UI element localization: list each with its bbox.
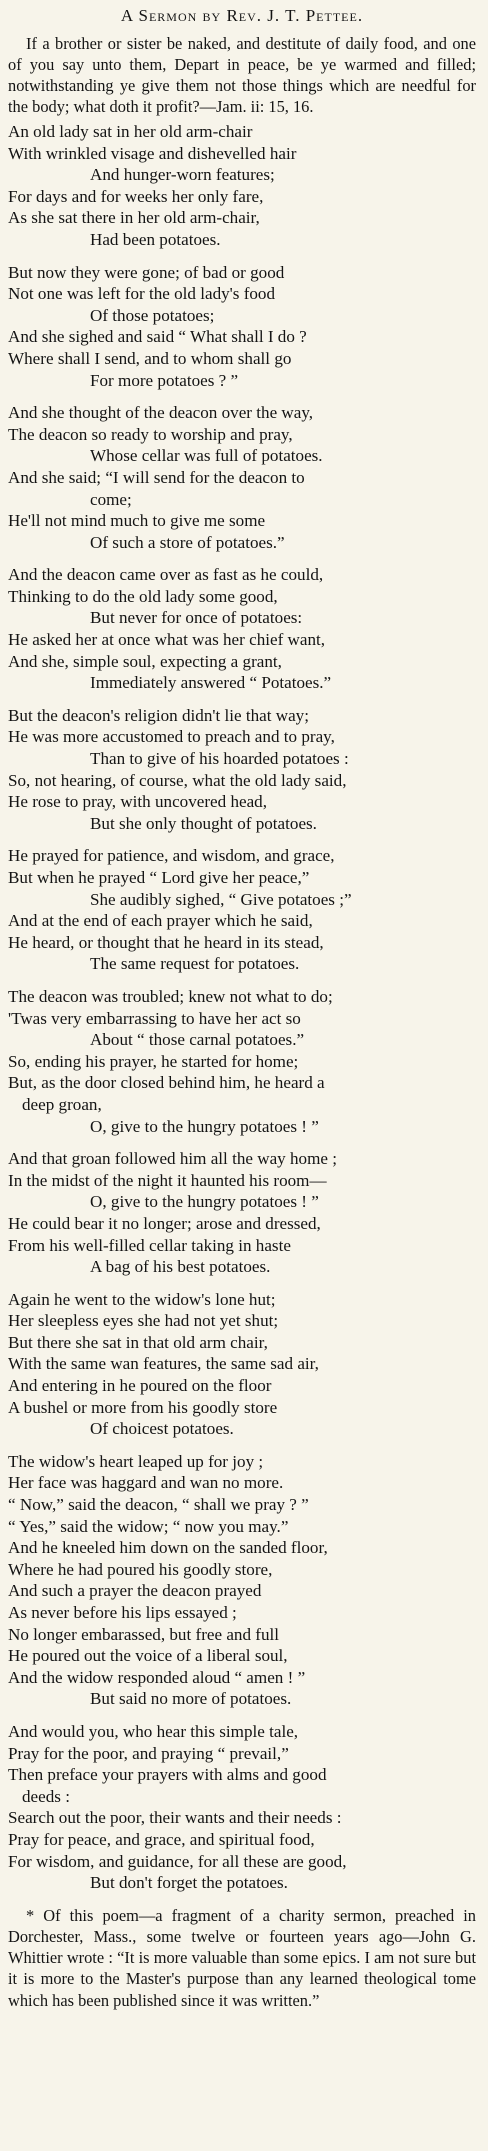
poem-line: deeds : [22,1786,70,1806]
poem-stanza [8,1148,476,1278]
poem-line: For more potatoes ? ” [90,370,239,390]
poem-line: But said no more of potatoes. [90,1689,292,1709]
poem-line: “ Yes,” said the widow; “ now you may.” [8,1516,289,1536]
poem-line: He could bear it no longer; arose and dressed, [8,1213,321,1233]
poem-line: Her sleepless eyes she had not yet shut; [8,1311,279,1331]
poem-line: No longer embarassed, but free and full [8,1624,280,1644]
poem-line: But never for once of potatoes: [90,608,303,628]
poem-line: Pray for peace, and grace, and spiritual food, [8,1829,315,1849]
poem-line: And would you, who hear this simple tale, [8,1721,299,1741]
poem-line: O, give to the hungry potatoes ! ” [90,1192,319,1212]
poem-line: She audibly sighed, “ Give potatoes ;” [90,889,352,909]
poem-line: A bag of his best potatoes. [90,1257,271,1277]
poem-line: Of choicest potatoes. [90,1419,234,1439]
poem-line: And the widow responded aloud “ amen ! ” [8,1667,306,1687]
poem-line: And entering in he poured on the floor [8,1376,272,1396]
poem-line: Whose cellar was full of potatoes. [90,446,323,466]
poem-line: He rose to pray, with uncovered head, [8,792,268,812]
poem-line: As never before his lips essayed ; [8,1603,237,1622]
poem-line: But, as the door closed behind him, he heard a [8,1073,325,1093]
poem-stanza [8,402,476,553]
poem-line: And he kneeled him down on the sanded floor, [8,1538,328,1558]
poem-line: He'll not mind much to give me some [8,511,266,531]
poem-line: And hunger-worn features; [90,165,275,185]
poem-line: For days and for weeks her only fare, [8,186,264,206]
poem-line: A bushel or more from his goodly store [8,1397,278,1417]
poem-line: As she sat there in her old arm-chair, [8,208,260,228]
poem-stanza [8,262,476,392]
poem-line: Of such a store of potatoes.” [90,532,285,552]
poem-line: Of those potatoes; [90,305,215,325]
poem-line: Her face was haggard and wan no more. [8,1473,284,1493]
poem-line: O, give to the hungry potatoes ! ” [90,1116,319,1136]
poem-line: With the same wan features, the same sad air, [8,1354,319,1374]
poem-stanza [8,1289,476,1440]
poem-line: The deacon was troubled; knew not what to do; [8,986,333,1006]
poem-line: With wrinkled visage and dishevelled hair [8,143,297,163]
poem-line: Than to give of his hoarded potatoes : [90,749,349,769]
poem-line: The widow's heart leaped up for joy ; [8,1451,264,1471]
poem-stanza [8,121,476,251]
poem-line: He prayed for patience, and wisdom, and grace, [8,846,335,866]
poem-line: In the midst of the night it haunted his room— [8,1170,327,1190]
poem-line: And the deacon came over as fast as he could, [8,565,324,585]
poem-line: An old lady sat in her old arm-chair [8,122,253,141]
poem-line: Where he had poured his goodly store, [8,1559,273,1579]
poem-line: And such a prayer the deacon prayed [8,1581,262,1601]
poem-stanza [8,845,476,975]
poem-line: But don't forget the potatoes. [90,1873,288,1893]
poem-line: He poured out the voice of a liberal soul, [8,1646,288,1666]
poem-stanza [8,705,476,835]
poem-stanza [8,986,476,1137]
poem-line: Thinking to do the old lady some good, [8,586,278,606]
poem-line: deep groan, [22,1094,102,1114]
poem-line: But she only thought of potatoes. [90,813,317,833]
poem-line: He asked her at once what was her chief want, [8,630,326,650]
scripture-epigraph: If a brother or sister be naked, and destitute of daily food, and one of you say unto them, Depart in peace, be ye warmed and filled; notwithstanding ye give them not those things which are needful for the body; what doth it profit?—Jam. ii: 15, 16. [8,34,476,116]
poem-line: Had been potatoes. [90,229,221,249]
poem-stanza [8,1721,476,1894]
poem-line: So, not hearing, of course, what the old lady said, [8,770,347,790]
poem-line: Where shall I send, and to whom shall go [8,348,292,368]
poem-line: And that groan followed him all the way home ; [8,1149,337,1169]
poem-line: And she said; “I will send for the deacon to [8,467,305,487]
footnote: * Of this poem—a fragment of a charity sermon, preached in Dorchester, Mass., some twelve or fourteen years ago—John G. Whittier wrote : “It is more valuable than some epics. I am not sure but it is more to the Master's purpose than any learned theological tome which has been published since it was written.” [8,1905,476,2010]
poem-stanza [8,564,476,694]
poem-line: From his well-filled cellar taking in haste [8,1235,291,1255]
poem-line: Again he went to the widow's lone hut; [8,1289,276,1309]
poem-line: So, ending his prayer, he started for home; [8,1051,299,1071]
poem-line: For wisdom, and guidance, for all these are good, [8,1851,347,1871]
poem-line: come; [90,489,132,509]
poem-line: He was more accustomed to preach and to pray, [8,727,335,747]
poem-line: 'Twas very embarrassing to have her act so [8,1008,301,1028]
poem-line: “ Now,” said the deacon, “ shall we pray ? ” [8,1495,309,1515]
poem-stanza [8,1451,476,1710]
poem-line: The deacon so ready to worship and pray, [8,424,293,444]
poem-line: And she, simple soul, expecting a grant, [8,651,282,671]
poem-line: Not one was left for the old lady's food [8,284,276,304]
poem-line: Immediately answered “ Potatoes.” [90,673,332,693]
poem-line: And she sighed and said “ What shall I do ? [8,327,307,347]
poem-line: He heard, or thought that he heard in its stead, [8,932,324,952]
poem-line: Pray for the poor, and praying “ prevail,” [8,1743,289,1763]
poem-line: But the deacon's religion didn't lie that way; [8,705,309,725]
poem-line: And at the end of each prayer which he said, [8,911,313,931]
poem-line: But there she sat in that old arm chair, [8,1332,268,1352]
article-title: A Sermon by Rev. J. T. Pettee. [120,6,364,25]
poem-line: About “ those carnal potatoes.” [90,1030,305,1050]
poem-line: The same request for potatoes. [90,954,300,974]
poem-line: Then preface your prayers with alms and good [8,1765,327,1785]
poem-line: And she thought of the deacon over the way, [8,403,314,423]
poem-line: Search out the poor, their wants and their needs : [8,1808,342,1828]
poem-line: But now they were gone; of bad or good [8,262,285,282]
poem-line: But when he prayed “ Lord give her peace,” [8,868,310,887]
poem-body [8,121,476,1894]
